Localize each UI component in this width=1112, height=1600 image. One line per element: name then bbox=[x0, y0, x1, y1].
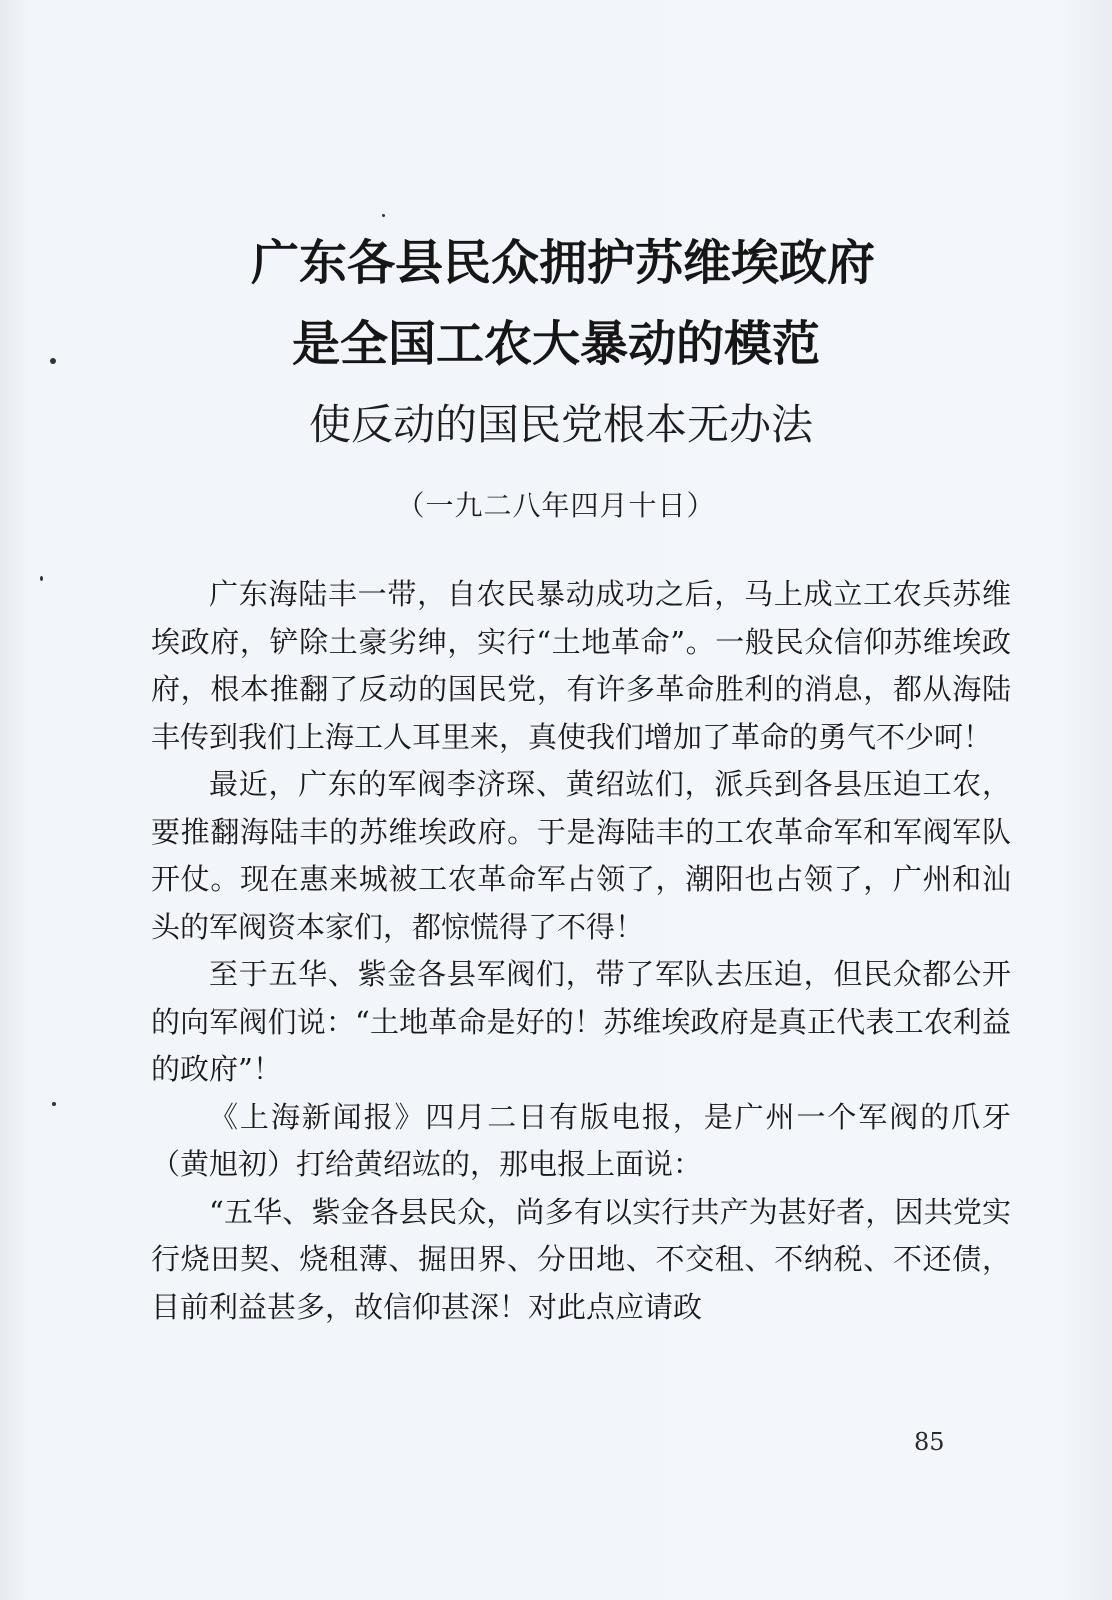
scan-speck bbox=[382, 214, 385, 217]
scan-speck bbox=[40, 576, 43, 581]
page-number: 85 bbox=[914, 1428, 945, 1456]
paragraph-3: 至于五华、紫金各县军阀们，带了军队去压迫，但民众都公开的向军阀们说：“土地革命是好的！苏维埃政府是真正代表工农利益的政府”！ bbox=[151, 957, 1011, 1086]
body-text bbox=[151, 571, 1011, 1331]
title-line-1: 广东各县民众拥护苏维埃政府 bbox=[250, 235, 875, 291]
paragraph-4: 《上海新闻报》四月二日有版电报，是广州一个军阀的爪牙（黄旭初）打给黄绍竑的，那电报上面说： bbox=[151, 1099, 1011, 1181]
scan-speck bbox=[52, 1102, 56, 1106]
paragraph-5: “五华、紫金各县民众，尚多有以实行共产为甚好者，因共党实行烧田契、烧租薄、掘田界、分田地、不交租、不纳税、不还债，目前利益甚多，故信仰甚深！对此点应请政 bbox=[151, 1194, 1011, 1324]
paragraph-2: 最近，广东的军阀李济琛、黄绍竑们，派兵到各县压迫工农，要推翻海陆丰的苏维埃政府。于是海陆丰的工农革命军和军阀军队开仗。现在惠来城被工农革命军占领了，潮阳也占领了，广州和汕头的军阀资本家们，都惊慌得了不得！ bbox=[151, 767, 1011, 944]
title-line-2: 是全国工农大暴动的模范 bbox=[291, 316, 820, 372]
subtitle: 使反动的国民党根本无办法 bbox=[308, 400, 813, 449]
date-line: （一九二八年四月十日） bbox=[396, 489, 716, 522]
paragraph-1: 广东海陆丰一带，自农民暴动成功之后，马上成立工农兵苏维埃政府，铲除土豪劣绅，实行“土地革命”。一般民众信仰苏维埃政府，根本推翻了反动的国民党，有许多革命胜利的消息，都从海陆丰传到我们上海工人耳里来，真使我们增加了革命的勇气不少呵！ bbox=[151, 577, 1011, 754]
